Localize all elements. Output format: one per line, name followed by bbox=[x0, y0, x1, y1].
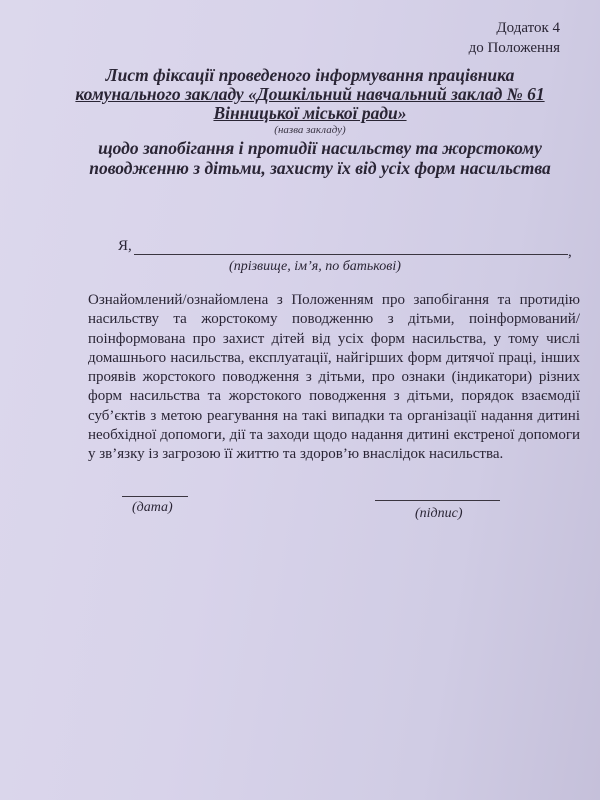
title-line-1: Лист фіксації проведеного інформування працівника bbox=[105, 65, 515, 85]
name-suffix: , bbox=[568, 244, 572, 260]
name-caption: (прізвище, ім’я, по батькові) bbox=[229, 259, 401, 274]
title-line-3: Вінницької міської ради» bbox=[213, 103, 407, 123]
institution-caption: (назва закладу) bbox=[274, 124, 346, 136]
title-line-2: комунального закладу «Дошкільний навчальний заклад № 61 bbox=[75, 84, 545, 104]
subtitle-line-1: щодо запобігання і протидії насильству та жорстокому bbox=[98, 138, 542, 158]
acknowledgement-paragraph: Ознайомлений/ознайомлена з Положенням про запобігання та протидію насильству та жорстокому поводженню з дітьми, поінформований/поінформована про захист дітей від усіх форм насильства, у тому числі домашнього насильства, експлуатації, найгірших форм дитячої праці, інших проявів жорстокого поводження з дітьми, про ознаки (індикатори) різних форм насильства та жорстокого поводження з дітьми, порядок взаємодії суб’єктів з метою реагування на такі випадки та організації надання дитині необхідної допомоги, дії та заходи щодо надання дитині екстреної допомоги у зв’язку із загрозою її життю та здоров’ю внаслідок насильства. bbox=[88, 292, 580, 463]
document-subtitle bbox=[80, 138, 560, 178]
signature-caption: (підпис) bbox=[415, 506, 463, 521]
appendix-label bbox=[469, 18, 560, 58]
date-caption: (дата) bbox=[132, 500, 173, 515]
signature-fill-line[interactable] bbox=[375, 500, 500, 501]
subtitle-line-2: поводженню з дітьми, захисту їх від усіх форм насильства bbox=[89, 158, 551, 178]
date-fill-line[interactable] bbox=[122, 496, 188, 497]
name-fill-line[interactable] bbox=[134, 254, 568, 255]
document-title bbox=[70, 66, 550, 123]
appendix-reference: до Положення bbox=[468, 40, 560, 56]
appendix-number: Додаток 4 bbox=[496, 20, 560, 36]
name-prefix: Я, bbox=[118, 238, 132, 254]
